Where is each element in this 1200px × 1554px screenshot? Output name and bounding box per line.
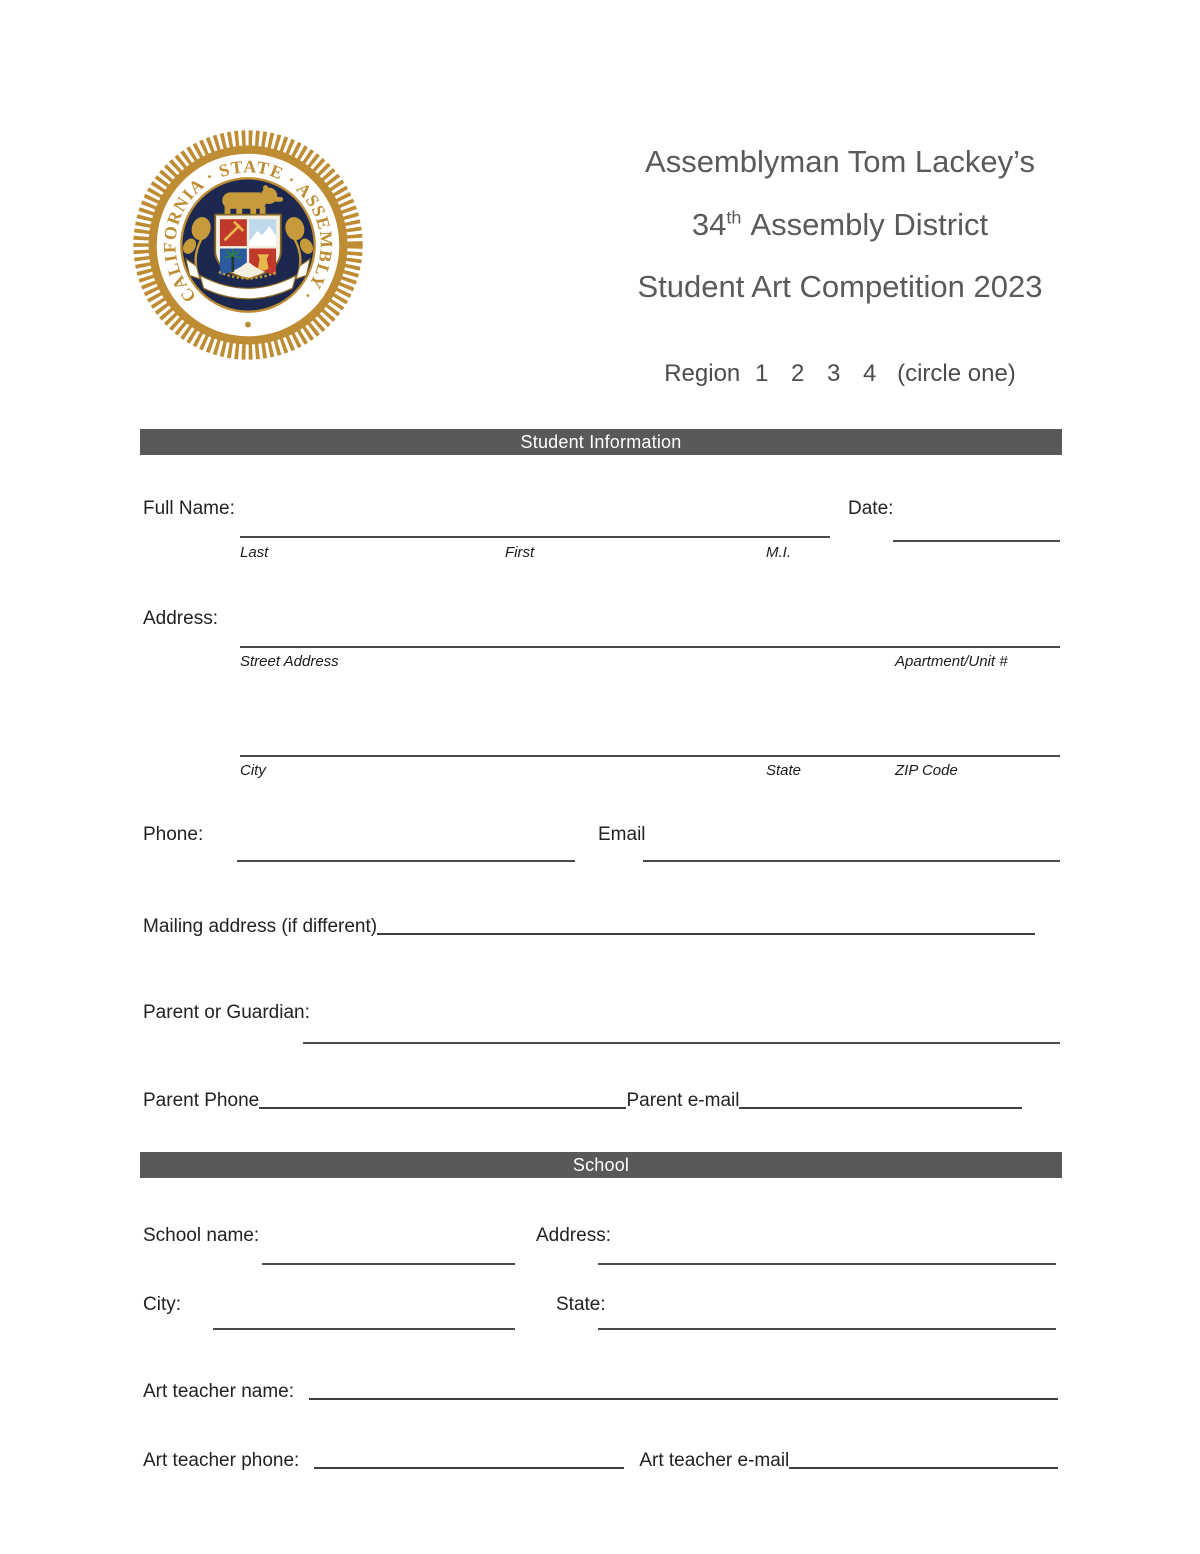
date-input-line[interactable] — [893, 540, 1060, 542]
form-title-line3 — [555, 269, 1125, 305]
seal-ring-text: CALIFORNIA · STATE · ASSEMBLY · — [159, 156, 337, 307]
art-teacher-phone-label: Art teacher phone: — [143, 1450, 300, 1471]
school-state-label: State: — [556, 1294, 606, 1315]
parent-guardian-input-line[interactable] — [303, 1042, 1060, 1044]
circle-one-hint: (circle one) — [897, 360, 1016, 387]
city-hint: City — [240, 762, 266, 779]
section-header-school: School — [140, 1152, 1062, 1178]
parent-phone-label: Parent Phone — [143, 1090, 260, 1111]
mailing-address-label: Mailing address (if different) — [143, 916, 378, 937]
parent-contact-row — [143, 1088, 1022, 1112]
california-state-assembly-seal — [131, 128, 365, 362]
city-state-zip-input-line[interactable] — [240, 755, 1060, 757]
seal-ring-dot — [245, 322, 251, 328]
form-title-line2 — [555, 207, 1125, 243]
first-name-hint: First — [505, 544, 535, 561]
seal-shield — [215, 215, 281, 279]
title-assemblyman: Assemblyman Tom Lackey’s — [645, 144, 1035, 179]
school-name-input-line[interactable] — [262, 1263, 515, 1265]
street-address-hint: Street Address — [240, 653, 339, 670]
district-ordinal-suffix: th — [726, 207, 742, 228]
phone-input-line[interactable] — [237, 860, 575, 862]
school-state-input-line[interactable] — [598, 1328, 1056, 1330]
state-hint: State — [766, 762, 802, 779]
art-teacher-phone-input-line[interactable] — [314, 1467, 624, 1469]
middle-initial-hint: M.I. — [766, 544, 791, 561]
region-option-2[interactable]: 2 — [790, 360, 805, 387]
art-teacher-contact-row — [143, 1448, 1058, 1472]
email-input-line[interactable] — [643, 860, 1060, 862]
art-teacher-name-row — [143, 1379, 1058, 1403]
district-number: 34 — [691, 207, 727, 242]
title-competition: Student Art Competition 2023 — [637, 269, 1043, 304]
school-city-input-line[interactable] — [213, 1328, 515, 1330]
region-label: Region — [664, 360, 741, 387]
school-address-label: Address: — [536, 1225, 611, 1246]
apartment-unit-hint: Apartment/Unit # — [895, 653, 1008, 670]
seal-vase-icon — [257, 254, 269, 270]
parent-email-label: Parent e-mail — [626, 1090, 740, 1111]
parent-guardian-label: Parent or Guardian: — [143, 1002, 310, 1023]
zip-code-hint: ZIP Code — [895, 762, 958, 779]
address-label: Address: — [143, 608, 218, 629]
phone-label: Phone: — [143, 824, 204, 845]
parent-phone-input-line[interactable] — [259, 1107, 626, 1109]
district-text: Assembly District — [750, 207, 989, 242]
art-teacher-name-label: Art teacher name: — [143, 1381, 295, 1402]
art-teacher-name-input-line[interactable] — [309, 1398, 1058, 1400]
full-name-input-line[interactable] — [240, 536, 830, 538]
mailing-address-input-line[interactable] — [377, 933, 1035, 935]
school-name-label: School name: — [143, 1225, 260, 1246]
mailing-address-row — [143, 914, 1035, 938]
parent-email-input-line[interactable] — [739, 1107, 1022, 1109]
form-title-line1 — [555, 144, 1125, 180]
school-address-input-line[interactable] — [598, 1263, 1056, 1265]
date-label: Date: — [848, 498, 894, 519]
email-label: Email — [598, 824, 646, 845]
region-option-4[interactable]: 4 — [863, 360, 877, 387]
art-teacher-email-label: Art teacher e-mail — [639, 1450, 790, 1471]
last-name-hint: Last — [240, 544, 269, 561]
region-option-1[interactable]: 1 — [754, 360, 769, 387]
full-name-label: Full Name: — [143, 498, 235, 519]
art-teacher-email-input-line[interactable] — [789, 1467, 1058, 1469]
school-city-label: City: — [143, 1294, 181, 1315]
region-option-3[interactable]: 3 — [827, 360, 841, 387]
street-address-input-line[interactable] — [240, 646, 1060, 648]
region-circle-one-line — [555, 360, 1125, 388]
section-header-student-information: Student Information — [140, 429, 1062, 455]
